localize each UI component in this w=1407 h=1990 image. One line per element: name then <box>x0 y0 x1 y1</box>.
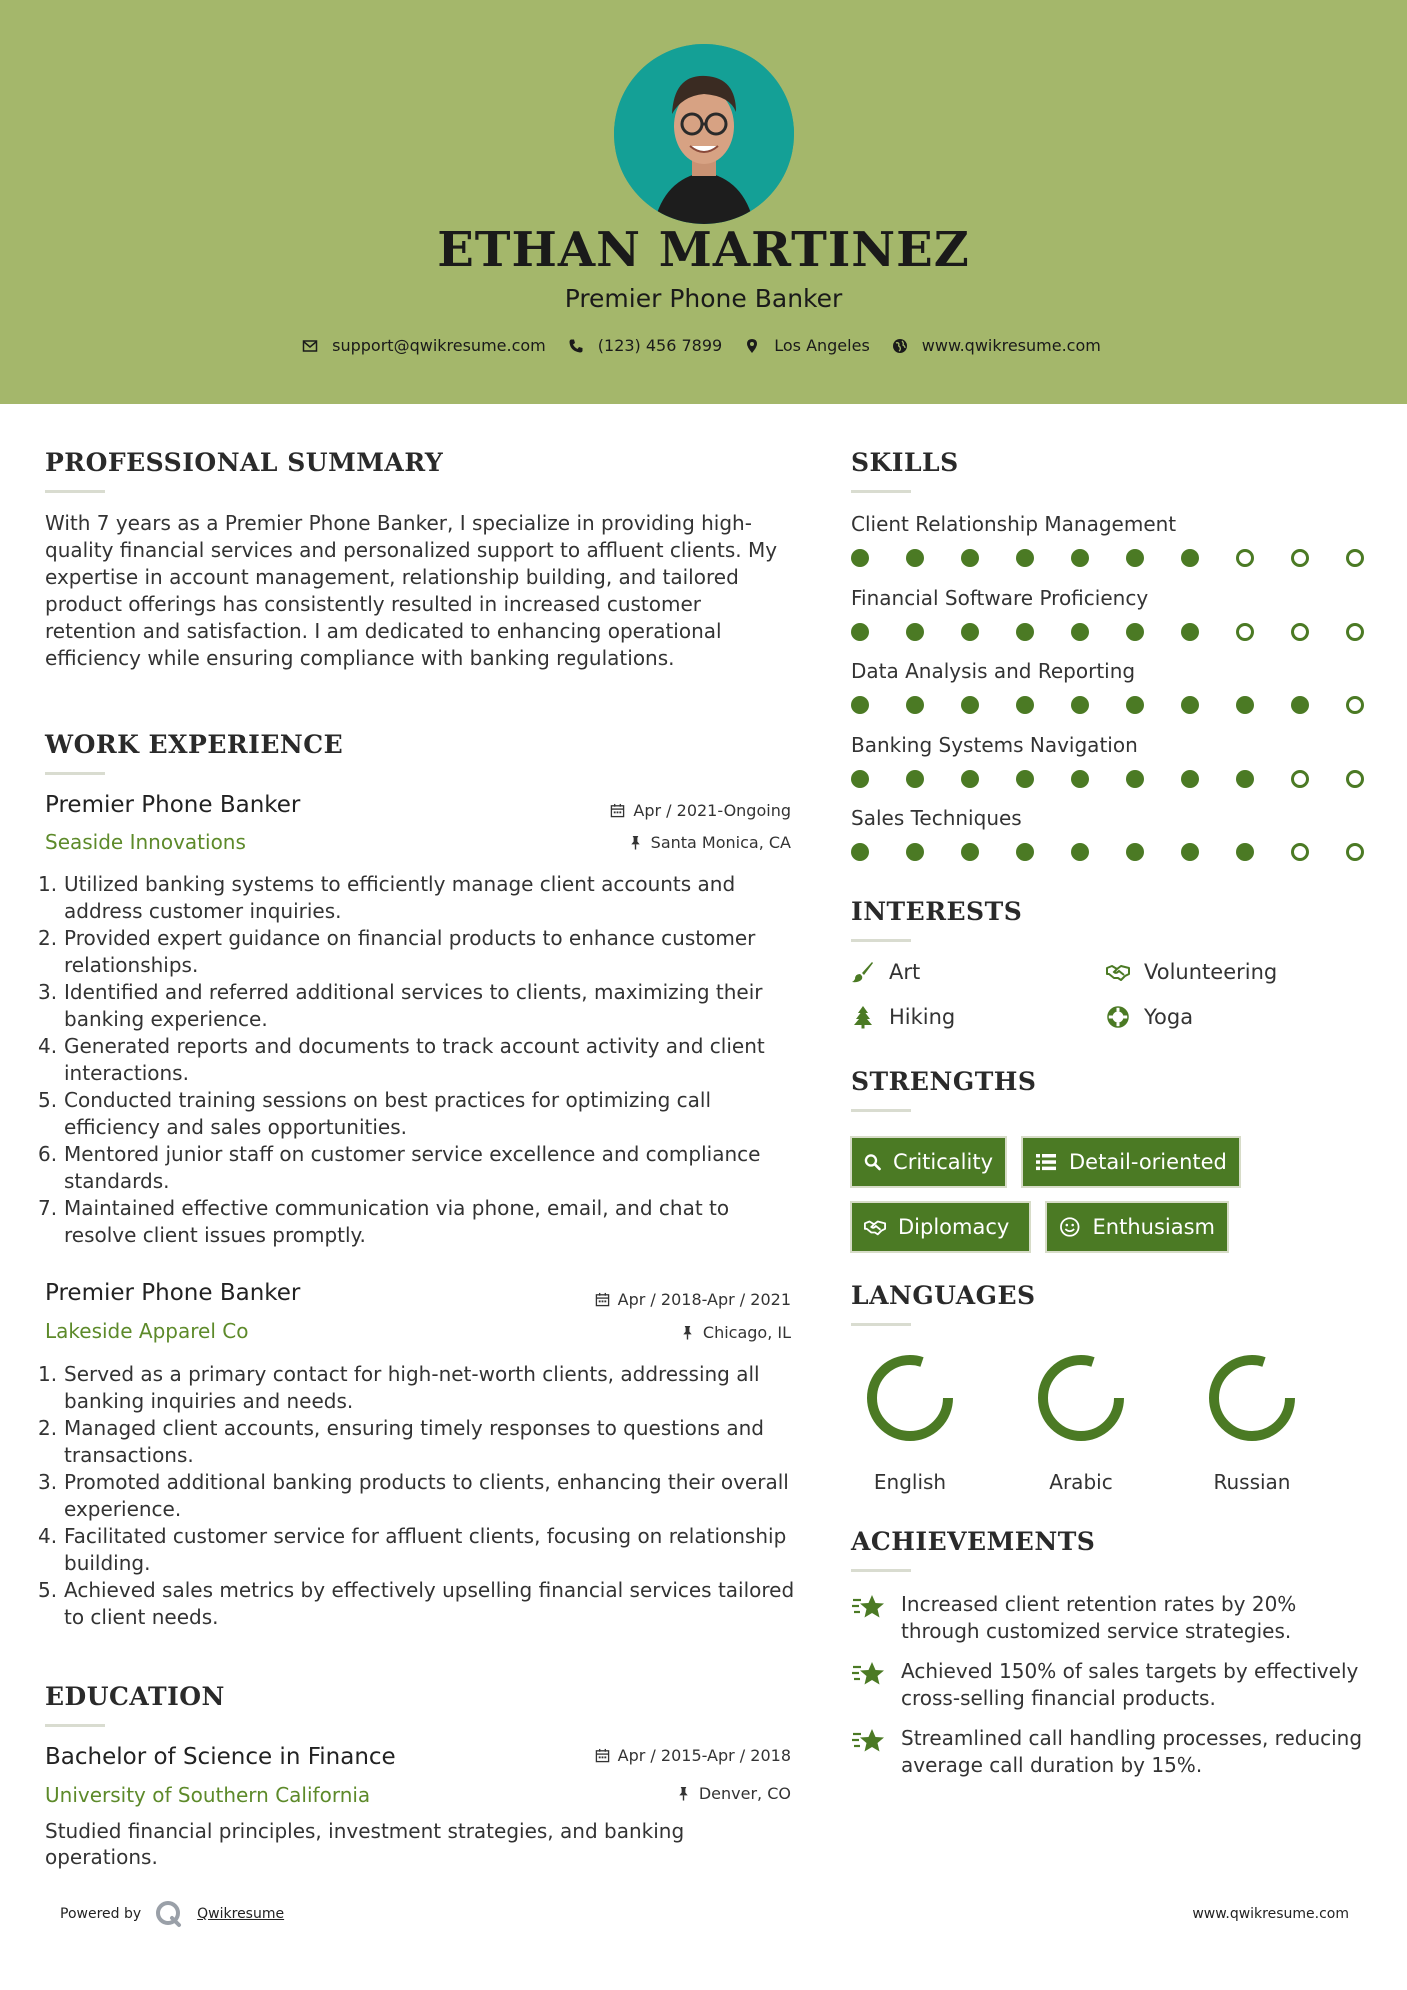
item-number: 3. <box>38 1470 58 1494</box>
globe-icon <box>892 338 908 354</box>
strength-badge <box>850 1201 1031 1253</box>
strength-label: Diplomacy <box>898 1215 1010 1239</box>
section-divider <box>851 490 911 493</box>
job-responsibilities <box>38 1361 798 1631</box>
rating-dot-filled <box>906 770 924 788</box>
rating-dot-empty <box>1291 770 1309 788</box>
skill-name: Data Analysis and Reporting <box>851 659 1136 683</box>
calendar-icon <box>595 1748 610 1763</box>
rating-dot-filled <box>1291 696 1309 714</box>
rating-dot-filled <box>961 843 979 861</box>
achievement-text: Achieved 150% of sales targets by effectively cross-selling financial products. <box>901 1659 1359 1710</box>
rating-dot-empty <box>1291 549 1309 567</box>
strength-badge <box>1021 1136 1241 1188</box>
interest-item <box>1106 1005 1193 1029</box>
rating-dot-filled <box>1071 549 1089 567</box>
email-text: support@qwikresume.com <box>332 336 546 355</box>
achievement-text: Streamlined call handling processes, reducing average call duration by 15%. <box>901 1726 1363 1777</box>
rating-dot-filled <box>1071 623 1089 641</box>
envelope-icon <box>302 338 318 354</box>
rating-dot-filled <box>1181 623 1199 641</box>
education-heading: EDUCATION <box>45 1682 225 1711</box>
website-text: www.qwikresume.com <box>921 336 1101 355</box>
rating-dot-filled <box>906 843 924 861</box>
contact-phone[interactable] <box>568 336 722 355</box>
section-divider <box>851 1109 911 1112</box>
rating-dot-filled <box>1071 770 1089 788</box>
item-number: 5. <box>38 1578 58 1602</box>
job-responsibilities <box>38 871 798 1249</box>
rating-dot-filled <box>1016 696 1034 714</box>
rating-dot-empty <box>1291 843 1309 861</box>
job-title: Premier Phone Banker <box>45 1280 301 1306</box>
section-divider <box>45 772 105 775</box>
rating-dot-filled <box>1126 623 1144 641</box>
phone-text: (123) 456 7899 <box>597 336 723 355</box>
profile-photo <box>614 44 794 224</box>
item-number: 2. <box>38 1416 58 1440</box>
rating-dot-filled <box>961 623 979 641</box>
rating-dot-filled <box>1126 549 1144 567</box>
rating-dot-filled <box>1181 770 1199 788</box>
strength-label: Criticality <box>893 1150 993 1174</box>
resume-header <box>0 0 1407 404</box>
dates-text: Apr / 2018-Apr / 2021 <box>617 1290 791 1309</box>
rating-dot-filled <box>1126 843 1144 861</box>
summary-text: With 7 years as a Premier Phone Banker, I specialize in providing high-quality financial services and personalized support to affluent clients. My expertise in account management, relationship building, and tailored product offerings has consistently resulted in increased customer retention and satisfaction. I am dedicated to enhancing operational efficiency while ensuring compliance with banking regulations. <box>45 511 778 670</box>
item-number: 4. <box>38 1034 58 1058</box>
skill-rating <box>851 549 1401 567</box>
star-icon <box>851 1660 885 1690</box>
rating-dot-filled <box>906 549 924 567</box>
pushpin-icon <box>676 1786 691 1801</box>
star-icon <box>851 1727 885 1757</box>
powered-by-label: Powered by <box>60 1906 142 1922</box>
interest-item <box>851 1005 955 1029</box>
rating-dot-empty <box>1346 623 1364 641</box>
location-text: Los Angeles <box>774 336 870 355</box>
rating-dot-filled <box>906 696 924 714</box>
rating-dot-filled <box>851 843 869 861</box>
powered-by <box>60 1900 284 1928</box>
responsibility-item <box>38 1469 798 1523</box>
responsibility-item <box>38 1141 798 1195</box>
degree-title: Bachelor of Science in Finance <box>45 1744 396 1770</box>
item-text: Facilitated customer service for affluent clients, focusing on relationship building. <box>64 1524 787 1575</box>
experience-heading: WORK EXPERIENCE <box>45 730 344 759</box>
section-divider <box>851 1323 911 1326</box>
tree-icon <box>851 1005 875 1029</box>
location-text: Denver, CO <box>698 1784 791 1803</box>
item-text: Managed client accounts, ensuring timely responses to questions and transactions. <box>64 1416 764 1467</box>
item-number: 6. <box>38 1142 58 1166</box>
search-icon <box>864 1151 881 1173</box>
language-item <box>1192 1350 1312 1494</box>
item-text: Served as a primary contact for high-net-worth clients, addressing all banking inquiries and needs. <box>64 1362 760 1413</box>
rating-dot-filled <box>1236 696 1254 714</box>
rating-dot-filled <box>1016 549 1034 567</box>
language-level-ring <box>1033 1350 1129 1446</box>
item-number: 1. <box>38 1362 58 1386</box>
interest-item <box>1106 960 1277 984</box>
education-location <box>676 1784 791 1803</box>
rating-dot-filled <box>1181 843 1199 861</box>
rating-dot-filled <box>1181 549 1199 567</box>
job-dates <box>595 1290 791 1309</box>
rating-dot-filled <box>1071 696 1089 714</box>
rating-dot-filled <box>961 696 979 714</box>
pushpin-icon <box>680 1325 695 1340</box>
skill-rating <box>851 696 1401 714</box>
rating-dot-empty <box>1236 549 1254 567</box>
responsibility-item <box>38 1195 798 1249</box>
achievements-heading: ACHIEVEMENTS <box>851 1527 1096 1556</box>
item-number: 2. <box>38 926 58 950</box>
handshake-icon <box>864 1216 886 1238</box>
responsibility-item <box>38 979 798 1033</box>
interests-heading: INTERESTS <box>851 897 1023 926</box>
language-item <box>1021 1350 1141 1494</box>
star-icon <box>851 1593 885 1623</box>
interest-label: Hiking <box>889 1005 956 1029</box>
rating-dot-filled <box>1016 843 1034 861</box>
paintbrush-icon <box>851 960 875 984</box>
strength-label: Enthusiasm <box>1092 1215 1215 1239</box>
rating-dot-empty <box>1346 843 1364 861</box>
skill-rating <box>851 843 1401 861</box>
skills-heading: SKILLS <box>851 448 959 477</box>
skill-rating <box>851 770 1401 788</box>
location-text: Chicago, IL <box>702 1323 791 1342</box>
smile-icon <box>1059 1216 1081 1238</box>
rating-dot-filled <box>851 770 869 788</box>
list-icon <box>1035 1151 1057 1173</box>
language-level-ring <box>862 1350 958 1446</box>
footer-website[interactable]: www.qwikresume.com <box>1192 1906 1349 1922</box>
job-location <box>628 833 791 852</box>
item-number: 7. <box>38 1196 58 1220</box>
skill-name: Client Relationship Management <box>851 512 1177 536</box>
pushpin-icon <box>628 835 643 850</box>
responsibility-item <box>38 1361 798 1415</box>
item-text: Mentored junior staff on customer service excellence and compliance standards. <box>64 1142 761 1193</box>
section-divider <box>45 490 105 493</box>
rating-dot-empty <box>1236 623 1254 641</box>
rating-dot-filled <box>1181 696 1199 714</box>
interest-label: Yoga <box>1144 1005 1194 1029</box>
summary-heading: PROFESSIONAL SUMMARY <box>45 448 444 477</box>
item-number: 4. <box>38 1524 58 1548</box>
rating-dot-filled <box>1126 696 1144 714</box>
languages-heading: LANGUAGES <box>851 1281 1036 1310</box>
achievement-item <box>851 1591 1371 1645</box>
skill-name: Financial Software Proficiency <box>851 585 1149 610</box>
skill-name: Sales Techniques <box>851 806 1022 830</box>
item-text: Utilized banking systems to efficiently manage client accounts and address customer inquiries. <box>64 872 736 923</box>
education-description: Studied financial principles, investment strategies, and banking operations. <box>45 1819 685 1869</box>
company-name: Lakeside Apparel Co <box>45 1319 249 1343</box>
calendar-icon <box>595 1292 610 1307</box>
rating-dot-filled <box>1016 623 1034 641</box>
rating-dot-filled <box>851 696 869 714</box>
language-name: Arabic <box>1049 1470 1113 1494</box>
language-level-ring <box>1204 1350 1300 1446</box>
lifering-icon <box>1106 1005 1130 1029</box>
responsibility-item <box>38 871 798 925</box>
contact-location <box>744 336 870 355</box>
section-divider <box>45 1724 105 1727</box>
item-number: 5. <box>38 1088 58 1112</box>
location-text: Santa Monica, CA <box>650 833 791 852</box>
calendar-icon <box>610 803 625 818</box>
rating-dot-empty <box>1346 770 1364 788</box>
rating-dot-filled <box>851 623 869 641</box>
map-pin-icon <box>744 338 760 354</box>
language-name: English <box>873 1470 947 1494</box>
item-text: Maintained effective communication via phone, email, and chat to resolve client issues promptly. <box>64 1196 730 1247</box>
interest-label: Art <box>889 960 921 984</box>
strengths-heading: STRENGTHS <box>851 1067 1037 1096</box>
job-location <box>680 1323 791 1342</box>
item-number: 1. <box>38 872 58 896</box>
section-divider <box>851 1569 911 1572</box>
item-text: Provided expert guidance on financial products to enhance customer relationships. <box>64 926 756 977</box>
dates-text: Apr / 2015-Apr / 2018 <box>617 1746 791 1765</box>
brand-link[interactable]: Qwikresume <box>197 1906 285 1922</box>
rating-dot-filled <box>1126 770 1144 788</box>
education-dates <box>595 1746 791 1765</box>
interest-item <box>851 960 920 984</box>
rating-dot-filled <box>961 770 979 788</box>
skill-rating <box>851 623 1401 641</box>
contact-website[interactable] <box>892 336 1101 355</box>
item-text: Identified and referred additional services to clients, maximizing their banking experience. <box>64 980 763 1031</box>
interest-label: Volunteering <box>1144 960 1278 984</box>
contact-bar <box>0 336 1407 355</box>
language-item <box>850 1350 970 1494</box>
job-dates <box>610 801 791 820</box>
rating-dot-filled <box>1071 843 1089 861</box>
achievement-text: Increased client retention rates by 20% through customized service strategies. <box>901 1592 1297 1643</box>
dates-text: Apr / 2021-Ongoing <box>633 801 791 820</box>
handshake-icon <box>1106 960 1130 984</box>
item-text: Generated reports and documents to track account activity and client interactions. <box>64 1034 765 1085</box>
section-divider <box>851 939 911 942</box>
responsibility-item <box>38 1415 798 1469</box>
rating-dot-empty <box>1346 696 1364 714</box>
rating-dot-filled <box>851 549 869 567</box>
achievement-item <box>851 1658 1371 1712</box>
responsibility-item <box>38 1577 798 1631</box>
responsibility-item <box>38 1033 798 1087</box>
rating-dot-empty <box>1346 549 1364 567</box>
rating-dot-filled <box>961 549 979 567</box>
qwikresume-logo-icon <box>155 1900 183 1928</box>
rating-dot-filled <box>1236 770 1254 788</box>
item-text: Promoted additional banking products to clients, enhancing their overall experience. <box>64 1470 789 1521</box>
responsibility-item <box>38 1523 798 1577</box>
achievement-item <box>851 1725 1371 1779</box>
contact-email[interactable] <box>302 336 546 355</box>
rating-dot-filled <box>1016 770 1034 788</box>
phone-icon <box>568 338 584 354</box>
strength-badge <box>850 1136 1007 1188</box>
responsibility-item <box>38 1087 798 1141</box>
responsibility-item <box>38 925 798 979</box>
language-name: Russian <box>1213 1470 1291 1494</box>
company-name: Seaside Innovations <box>45 830 246 854</box>
item-text: Conducted training sessions on best practices for optimizing call efficiency and sales opportunities. <box>64 1088 712 1139</box>
candidate-name: ETHAN MARTINEZ <box>437 222 970 278</box>
candidate-role: Premier Phone Banker <box>564 284 843 313</box>
rating-dot-filled <box>906 623 924 641</box>
skill-name: Banking Systems Navigation <box>851 732 1138 757</box>
rating-dot-empty <box>1291 623 1309 641</box>
item-number: 3. <box>38 980 58 1004</box>
strength-badge <box>1045 1201 1229 1253</box>
school-name: University of Southern California <box>45 1783 371 1807</box>
item-text: Achieved sales metrics by effectively upselling financial services tailored to client needs. <box>64 1578 795 1629</box>
strength-label: Detail-oriented <box>1069 1150 1227 1174</box>
rating-dot-filled <box>1236 843 1254 861</box>
job-title: Premier Phone Banker <box>45 792 301 818</box>
